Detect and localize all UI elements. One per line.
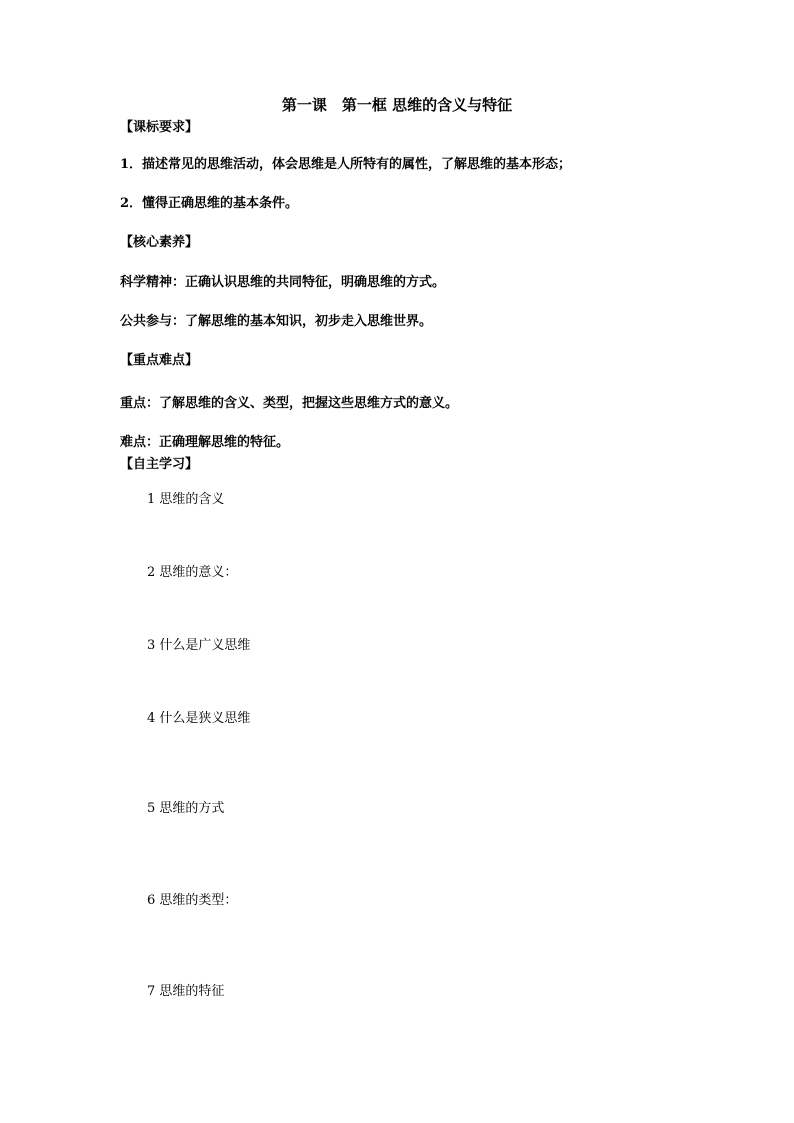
standards-item-1: 1．描述常见的思维活动，体会思维是人所特有的属性，了解思维的基本形态；: [120, 157, 572, 172]
self-study-question-4: 4 什么是狭义思维: [147, 711, 251, 726]
section-heading-key-points: 【重点难点】: [120, 353, 199, 368]
section-heading-literacy: 【核心素养】: [120, 235, 199, 250]
self-study-question-7: 7 思维的特征: [147, 984, 225, 999]
self-study-question-5: 5 思维的方式: [147, 801, 225, 816]
section-heading-self-study: 【自主学习】: [120, 457, 199, 472]
literacy-item-1: 科学精神：正确认识思维的共同特征，明确思维的方式。: [120, 275, 446, 290]
section-heading-standards: 【课标要求】: [120, 120, 199, 135]
self-study-question-2: 2 思维的意义：: [147, 565, 238, 580]
key-points-item-1: 重点：了解思维的含义、类型，把握这些思维方式的意义。: [120, 396, 459, 411]
literacy-item-2: 公共参与：了解思维的基本知识，初步走入思维世界。: [120, 314, 433, 329]
standards-item-2: 2．懂得正确思维的基本条件。: [120, 196, 299, 211]
self-study-question-1: 1 思维的含义: [147, 492, 225, 507]
self-study-question-3: 3 什么是广义思维: [147, 638, 251, 653]
key-points-item-2: 难点：正确理解思维的特征。: [120, 435, 290, 450]
page-title: 第一课 第一框 思维的含义与特征: [281, 96, 513, 114]
self-study-question-6: 6 思维的类型：: [147, 893, 238, 908]
